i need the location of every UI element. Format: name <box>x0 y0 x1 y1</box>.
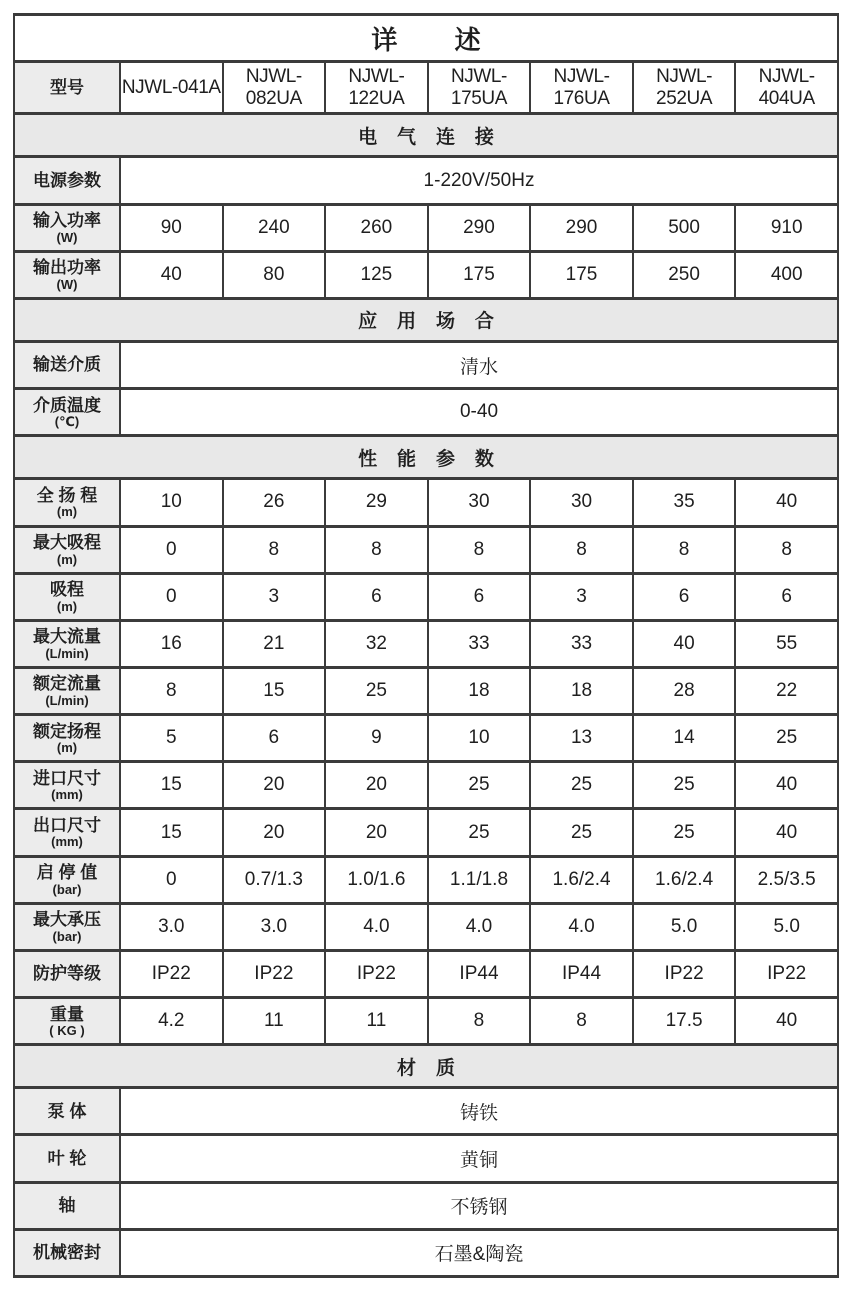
row-label-outlet-size <box>14 809 120 856</box>
spec-value: 3.0 <box>223 903 326 950</box>
spec-value: IP22 <box>633 950 736 997</box>
row-label-unit: (bar) <box>52 881 82 897</box>
section-header-material: 材质 <box>14 1045 838 1088</box>
table-row <box>14 667 838 714</box>
row-label-mechanical-seal: 机械密封 <box>14 1229 120 1276</box>
spec-value: 4.0 <box>428 903 531 950</box>
table-row <box>14 15 838 62</box>
spec-value: 8 <box>223 526 326 573</box>
spec-value: 10 <box>120 479 223 526</box>
spec-value: 40 <box>735 998 838 1045</box>
spec-value: 25 <box>530 762 633 809</box>
spec-value: 40 <box>735 479 838 526</box>
spec-value: 5.0 <box>633 903 736 950</box>
spec-value: 15 <box>223 667 326 714</box>
table-row <box>14 856 838 903</box>
spec-value: 5.0 <box>735 903 838 950</box>
row-label-unit: (m) <box>56 740 78 756</box>
spec-value: 1.6/2.4 <box>530 856 633 903</box>
spec-value: 30 <box>428 479 531 526</box>
spec-value-power-supply: 1-220V/50Hz <box>120 157 838 204</box>
spec-value: 240 <box>223 204 326 251</box>
spec-value: 21 <box>223 620 326 667</box>
spec-value: 11 <box>223 998 326 1045</box>
spec-value: 22 <box>735 667 838 714</box>
spec-value: 55 <box>735 620 838 667</box>
row-label-unit: (m) <box>56 598 78 614</box>
spec-value: 18 <box>530 667 633 714</box>
spec-value: 32 <box>325 620 428 667</box>
row-label-unit: (mm) <box>51 834 83 850</box>
model-name: NJWL-082UA <box>223 62 326 114</box>
row-label-text: 输出功率 <box>33 258 101 278</box>
spec-value-pump-body: 铸铁 <box>120 1088 838 1135</box>
spec-value: IP44 <box>530 950 633 997</box>
spec-value: 6 <box>223 715 326 762</box>
spec-value: 6 <box>325 573 428 620</box>
spec-value: 1.1/1.8 <box>428 856 531 903</box>
table-row <box>14 1045 838 1088</box>
spec-value: 33 <box>530 620 633 667</box>
spec-value: 25 <box>428 809 531 856</box>
spec-value: 6 <box>428 573 531 620</box>
spec-value: 10 <box>428 715 531 762</box>
table-row <box>14 998 838 1045</box>
spec-value: 29 <box>325 479 428 526</box>
row-label-text: 额定流量 <box>33 674 101 694</box>
table-row <box>14 1182 838 1229</box>
row-label-text: 全 扬 程 <box>36 485 98 505</box>
row-label-model: 型号 <box>14 62 120 114</box>
row-label-max-suction <box>14 526 120 573</box>
table-row <box>14 389 838 436</box>
row-label-weight <box>14 998 120 1045</box>
row-label-text: 防护等级 <box>33 964 101 984</box>
table-row <box>14 715 838 762</box>
spec-value: 25 <box>530 809 633 856</box>
row-label-unit: (L/min) <box>45 693 89 709</box>
row-label-max-pressure <box>14 903 120 950</box>
spec-value: 8 <box>120 667 223 714</box>
spec-value: IP44 <box>428 950 531 997</box>
table-row <box>14 809 838 856</box>
spec-value: 25 <box>633 762 736 809</box>
row-label-input-power <box>14 204 120 251</box>
spec-value: 40 <box>120 251 223 298</box>
spec-value: 40 <box>735 809 838 856</box>
spec-value-shaft: 不锈钢 <box>120 1182 838 1229</box>
spec-value: 260 <box>325 204 428 251</box>
spec-value: 1.0/1.6 <box>325 856 428 903</box>
spec-value: 5 <box>120 715 223 762</box>
spec-value: 175 <box>428 251 531 298</box>
spec-value: 6 <box>735 573 838 620</box>
model-name: NJWL-176UA <box>530 62 633 114</box>
spec-value: IP22 <box>223 950 326 997</box>
spec-value: 33 <box>428 620 531 667</box>
table-row <box>14 479 838 526</box>
row-label-max-flow <box>14 620 120 667</box>
spec-value: 0 <box>120 856 223 903</box>
row-label-text: 最大承压 <box>33 910 101 930</box>
table-row <box>14 436 838 479</box>
spec-value-mechanical-seal: 石墨&陶瓷 <box>120 1229 838 1276</box>
row-label-unit: (L/min) <box>45 645 89 661</box>
table-row <box>14 903 838 950</box>
spec-value: 25 <box>633 809 736 856</box>
spec-value: 175 <box>530 251 633 298</box>
spec-value: 2.5/3.5 <box>735 856 838 903</box>
spec-value: 290 <box>530 204 633 251</box>
row-label-start-stop <box>14 856 120 903</box>
spec-value: 400 <box>735 251 838 298</box>
spec-value: 3.0 <box>120 903 223 950</box>
section-header-electrical: 电气连接 <box>14 114 838 157</box>
table-row <box>14 62 838 114</box>
table-row <box>14 114 838 157</box>
row-label-unit: (W) <box>56 276 78 292</box>
spec-value: 25 <box>735 715 838 762</box>
spec-value: IP22 <box>120 950 223 997</box>
spec-value: 8 <box>735 526 838 573</box>
table-row <box>14 620 838 667</box>
spec-value: 0 <box>120 573 223 620</box>
row-label-impeller: 叶 轮 <box>14 1135 120 1182</box>
row-label-unit: (mm) <box>51 787 83 803</box>
row-label-text: 进口尺寸 <box>33 768 101 788</box>
spec-value: 14 <box>633 715 736 762</box>
spec-value: 3 <box>223 573 326 620</box>
model-name: NJWL-041A <box>120 62 223 114</box>
row-label-text: 吸程 <box>50 580 84 600</box>
spec-value: 8 <box>428 526 531 573</box>
spec-value: 9 <box>325 715 428 762</box>
model-name: NJWL-122UA <box>325 62 428 114</box>
spec-value: 16 <box>120 620 223 667</box>
spec-value: 8 <box>428 998 531 1045</box>
spec-value: 15 <box>120 809 223 856</box>
spec-value: 8 <box>530 998 633 1045</box>
table-row <box>14 950 838 997</box>
spec-value: 25 <box>428 762 531 809</box>
table-row <box>14 1135 838 1182</box>
model-name: NJWL-404UA <box>735 62 838 114</box>
spec-value: 11 <box>325 998 428 1045</box>
section-header-application: 应用场合 <box>14 298 838 341</box>
spec-value: 20 <box>325 762 428 809</box>
row-label-unit: ( KG ) <box>49 1023 85 1039</box>
table-row <box>14 251 838 298</box>
spec-value: 20 <box>325 809 428 856</box>
spec-value: 17.5 <box>633 998 736 1045</box>
row-label-text: 重量 <box>50 1004 84 1024</box>
table-row <box>14 1088 838 1135</box>
spec-value: 15 <box>120 762 223 809</box>
row-label-unit: (℃) <box>54 414 80 430</box>
row-label-inlet-size <box>14 762 120 809</box>
row-label-temperature <box>14 389 120 436</box>
spec-value: 290 <box>428 204 531 251</box>
row-label-text: 介质温度 <box>33 395 101 415</box>
spec-value: 80 <box>223 251 326 298</box>
row-label-medium: 输送介质 <box>14 342 120 389</box>
spec-table <box>13 13 839 1278</box>
table-row <box>14 204 838 251</box>
row-label-text: 启 停 值 <box>36 863 98 883</box>
spec-value: 1.6/2.4 <box>633 856 736 903</box>
spec-value: 0 <box>120 526 223 573</box>
section-header-performance: 性能参数 <box>14 436 838 479</box>
row-label-rated-head <box>14 715 120 762</box>
row-label-unit: (bar) <box>52 928 82 944</box>
spec-value: 40 <box>633 620 736 667</box>
spec-value: 4.0 <box>325 903 428 950</box>
row-label-rated-flow <box>14 667 120 714</box>
row-label-text: 输入功率 <box>33 211 101 231</box>
table-row <box>14 762 838 809</box>
spec-value: 8 <box>633 526 736 573</box>
spec-value-medium: 清水 <box>120 342 838 389</box>
spec-value: 8 <box>530 526 633 573</box>
table-row <box>14 157 838 204</box>
spec-value: 4.0 <box>530 903 633 950</box>
spec-value: 3 <box>530 573 633 620</box>
spec-value: 20 <box>223 809 326 856</box>
spec-value: 20 <box>223 762 326 809</box>
spec-value: 40 <box>735 762 838 809</box>
row-label-text: 额定扬程 <box>33 721 101 741</box>
spec-value: 250 <box>633 251 736 298</box>
table-row <box>14 298 838 341</box>
table-row <box>14 526 838 573</box>
spec-value: 18 <box>428 667 531 714</box>
row-label-text: 出口尺寸 <box>33 815 101 835</box>
spec-value-impeller: 黄铜 <box>120 1135 838 1182</box>
table-row <box>14 342 838 389</box>
spec-value: 4.2 <box>120 998 223 1045</box>
spec-value: 500 <box>633 204 736 251</box>
spec-value: 25 <box>325 667 428 714</box>
spec-value: 90 <box>120 204 223 251</box>
model-name: NJWL-252UA <box>633 62 736 114</box>
spec-value: 35 <box>633 479 736 526</box>
spec-value: 6 <box>633 573 736 620</box>
spec-value: 30 <box>530 479 633 526</box>
table-row <box>14 1229 838 1276</box>
spec-value: 28 <box>633 667 736 714</box>
row-label-unit: (m) <box>56 551 78 567</box>
spec-value: 125 <box>325 251 428 298</box>
spec-value: 910 <box>735 204 838 251</box>
row-label-text: 最大吸程 <box>33 533 101 552</box>
spec-value: 26 <box>223 479 326 526</box>
row-label-protection-class <box>14 950 120 997</box>
row-label-power-supply: 电源参数 <box>14 157 120 204</box>
row-label-unit: (m) <box>56 504 78 520</box>
spec-value: 13 <box>530 715 633 762</box>
spec-value-temperature: 0-40 <box>120 389 838 436</box>
spec-value: 8 <box>325 526 428 573</box>
row-label-total-head <box>14 479 120 526</box>
row-label-output-power <box>14 251 120 298</box>
page-title: 详述 <box>14 15 838 62</box>
table-row <box>14 573 838 620</box>
spec-value: 0.7/1.3 <box>223 856 326 903</box>
spec-value: IP22 <box>325 950 428 997</box>
spec-value: IP22 <box>735 950 838 997</box>
row-label-text: 最大流量 <box>33 627 101 647</box>
row-label-unit: (W) <box>56 229 78 245</box>
row-label-pump-body: 泵 体 <box>14 1088 120 1135</box>
model-name: NJWL-175UA <box>428 62 531 114</box>
row-label-suction <box>14 573 120 620</box>
row-label-shaft: 轴 <box>14 1182 120 1229</box>
